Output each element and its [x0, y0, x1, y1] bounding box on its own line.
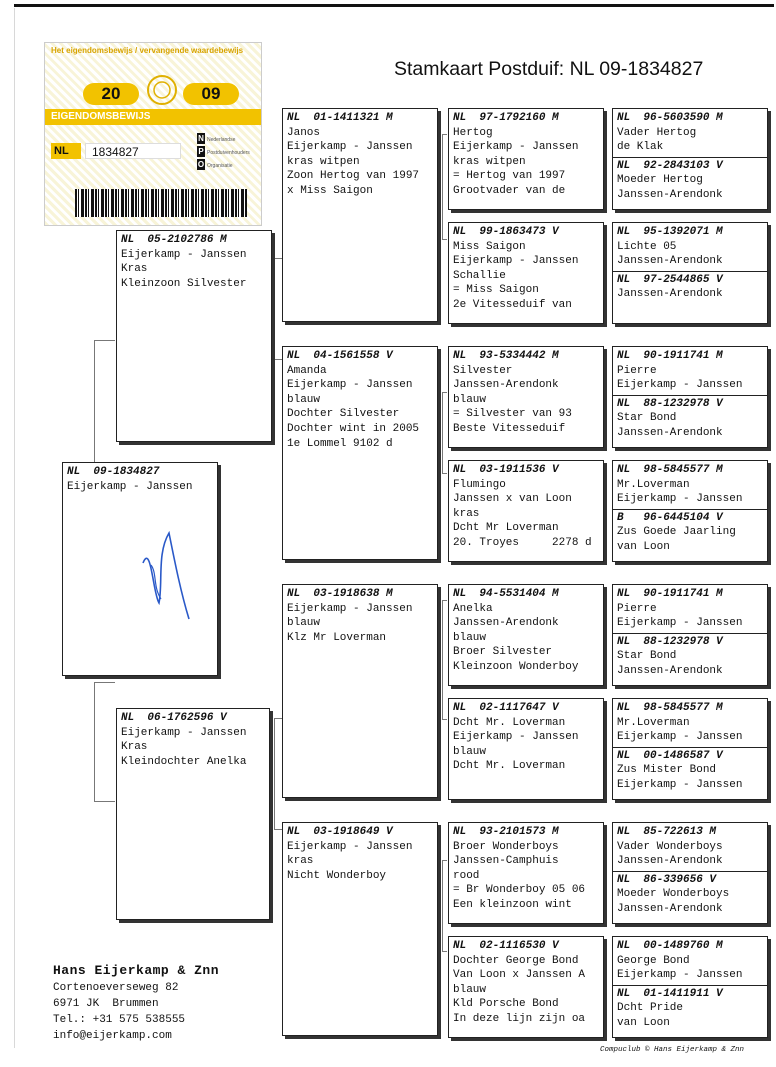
ring-number: B 96-6445104 V — [617, 511, 723, 524]
ring-number: NL 04-1561558 V — [287, 350, 393, 362]
card-line: blauw — [453, 631, 487, 644]
ring-number: NL 94-5531404 M — [453, 588, 559, 600]
signature-icon — [123, 503, 203, 623]
breeder-city: 6971 JK Brummen — [53, 998, 159, 1010]
ring-number: NL 00-1486587 V — [617, 749, 723, 762]
code-label: Postduivenhouders — [207, 150, 250, 156]
card-line: Kras — [121, 263, 148, 276]
card-line: Eijerkamp - Janssen — [287, 840, 413, 853]
card-line: Amanda — [287, 364, 327, 377]
card-line: Zus Mister Bond — [617, 764, 717, 777]
card-line: Janos — [287, 126, 321, 139]
card-line: Eijerkamp - Janssen — [287, 379, 413, 392]
great-grandparent-card[interactable] — [448, 108, 604, 210]
card-line: Eijerkamp - Janssen — [453, 141, 579, 154]
card-line: blauw — [453, 983, 487, 996]
card-line: Broer Silvester — [453, 646, 553, 659]
card-line: Eijerkamp - Janssen — [67, 480, 193, 493]
code-letter: N — [198, 134, 204, 143]
card-line: 1e Lommel 9102 d — [287, 437, 393, 450]
card-line: Dochter wint in 2005 — [287, 422, 420, 435]
ancestor-dam — [613, 633, 767, 679]
card-line: Janssen-Arendonk — [453, 617, 559, 630]
grandparent-card[interactable] — [282, 822, 438, 1036]
card-line: blauw — [453, 393, 487, 406]
card-line: Eijerkamp - Janssen — [453, 255, 579, 268]
card-line: Janssen-Arendonk — [617, 664, 723, 677]
ring-number: NL 95-1392071 M — [617, 226, 723, 238]
year-left: 20 — [83, 83, 139, 105]
card-line: Eijerkamp - Janssen — [617, 379, 743, 392]
code-letter: P — [198, 147, 204, 156]
card-line: George Bond — [617, 954, 690, 967]
ring-number: NL 01-1411911 V — [617, 987, 723, 1000]
card-line: Kleinzoon Wonderboy — [453, 660, 579, 673]
card-line: kras — [287, 855, 314, 868]
card-line: Janssen-Arendonk — [617, 188, 723, 201]
certificate-codes — [197, 133, 250, 172]
ring-number: NL 88-1232978 V — [617, 397, 723, 410]
grandparent-card[interactable] — [282, 346, 438, 560]
card-line: Eijerkamp - Janssen — [617, 731, 743, 744]
connector — [442, 392, 447, 474]
card-line: Een kleinzoon wint — [453, 898, 572, 911]
emblem-icon — [145, 73, 179, 107]
card-line: Pierre — [617, 602, 657, 615]
card-line: Kld Porsche Bond — [453, 998, 559, 1011]
ring-number: NL 02-1117647 V — [453, 702, 559, 714]
ring-number: NL 98-5845577 M — [617, 464, 723, 476]
great-grandparent-card[interactable] — [448, 460, 604, 562]
card-line: Janssen-Arendonk — [453, 379, 559, 392]
certificate-year — [83, 83, 263, 105]
card-line: de Klak — [617, 141, 664, 154]
card-line: Eijerkamp - Janssen — [121, 726, 247, 739]
card-line: 2e Vitesseduif van — [453, 298, 572, 311]
code-label: Nederlandse — [207, 137, 236, 143]
card-line: Star Bond — [617, 650, 677, 663]
card-line: kras witpen — [287, 155, 360, 168]
card-line: kras witpen — [453, 155, 526, 168]
card-line: Janssen x van Loon — [453, 493, 572, 506]
card-line: Janssen-Arendonk — [617, 902, 723, 915]
ring-number: NL 09-1834827 — [67, 466, 160, 478]
card-line: Dcht Mr. Loverman — [453, 760, 566, 773]
card-line: x Miss Saigon — [287, 184, 373, 197]
connector — [442, 134, 447, 240]
breeder-phone: Tel.: +31 575 538555 — [53, 1014, 186, 1026]
card-line: 20. Troyes 2278 d — [453, 536, 592, 549]
card-line: Beste Vitesseduif — [453, 422, 566, 435]
ancestor-pair-card[interactable] — [612, 698, 768, 800]
great-grandparent-card[interactable] — [448, 222, 604, 324]
card-line: = Miss Saigon — [453, 284, 539, 297]
card-line: blauw — [287, 393, 321, 406]
card-line: Grootvader van de — [453, 184, 566, 197]
card-line: Zoon Hertog van 1997 — [287, 170, 420, 183]
barcode — [75, 189, 247, 217]
great-grandparent-card[interactable] — [448, 698, 604, 800]
ring-number: NL 97-2544865 V — [617, 273, 723, 286]
year-right: 09 — [183, 83, 239, 105]
connector — [442, 600, 447, 720]
ring-number: NL 02-1116530 V — [453, 940, 559, 952]
card-line: Klz Mr Loverman — [287, 631, 387, 644]
card-line: Vader Wonderboys — [617, 840, 723, 853]
great-grandparent-card[interactable] — [448, 584, 604, 686]
ancestor-dam — [613, 985, 767, 1031]
card-line: Eijerkamp - Janssen — [287, 141, 413, 154]
top-rule — [14, 4, 774, 7]
left-rule — [14, 8, 15, 1048]
card-line: kras — [453, 507, 480, 520]
card-line: Van Loon x Janssen A — [453, 969, 586, 982]
ring-number: NL 92-2843103 V — [617, 159, 723, 172]
card-line: Moeder Wonderboys — [617, 888, 730, 901]
code-label: Organisatie — [207, 163, 233, 169]
grandparent-card[interactable] — [282, 108, 438, 322]
copyright-notice: Compuclub © Hans Eijerkamp & Znn — [600, 1046, 745, 1054]
card-line: Kleindochter Anelka — [121, 755, 247, 768]
ancestor-dam — [613, 509, 767, 555]
connector — [94, 340, 115, 466]
certificate-country: NL — [51, 143, 81, 159]
ring-number: NL 00-1489760 M — [617, 940, 723, 952]
card-line: = Br Wonderboy 05 06 — [453, 884, 586, 897]
great-grandparent-card[interactable] — [448, 346, 604, 448]
ancestor-dam — [613, 871, 767, 917]
ring-number: NL 06-1762596 V — [121, 712, 227, 724]
card-line: Mr.Loverman — [617, 478, 690, 491]
card-line: Dcht Mr Loverman — [453, 522, 559, 535]
card-line: Eijerkamp - Janssen — [617, 969, 743, 982]
ring-number: NL 90-1911741 M — [617, 588, 723, 600]
ancestor-pair-card[interactable] — [612, 822, 768, 924]
card-line: Miss Saigon — [453, 240, 526, 253]
ancestor-pair-card[interactable] — [612, 108, 768, 210]
certificate-band: EIGENDOMSBEWIJS — [45, 109, 261, 125]
card-line: Eijerkamp - Janssen — [453, 731, 579, 744]
card-line: Janssen-Arendonk — [617, 855, 723, 868]
card-line: blauw — [453, 745, 487, 758]
card-line: Dochter George Bond — [453, 954, 579, 967]
ring-number: NL 03-1918638 M — [287, 588, 393, 600]
card-line: Nicht Wonderboy — [287, 869, 387, 882]
card-line: Eijerkamp - Janssen — [287, 602, 413, 615]
card-line: Dcht Mr. Loverman — [453, 716, 566, 729]
main-pigeon-card[interactable] — [62, 462, 218, 676]
card-line: Anelka — [453, 602, 493, 615]
card-line: Eijerkamp - Janssen — [617, 617, 743, 630]
sire-card[interactable] — [116, 230, 272, 442]
page-title: Stamkaart Postduif: NL 09-1834827 — [394, 58, 704, 80]
ancestor-pair-card[interactable] — [612, 460, 768, 562]
card-line: Mr.Loverman — [617, 716, 690, 729]
dam-card[interactable] — [116, 708, 270, 920]
ancestor-pair-card[interactable] — [612, 936, 768, 1038]
card-line: Janssen-Arendonk — [617, 426, 723, 439]
ring-number: NL 86-339656 V — [617, 873, 717, 886]
breeder-email[interactable]: info@eijerkamp.com — [53, 1030, 172, 1042]
ancestor-pair-card[interactable] — [612, 222, 768, 324]
certificate-header: Het eigendomsbewijs / vervangende waardebewijs — [51, 46, 244, 55]
connector — [442, 860, 447, 952]
certificate-ring-number: 1834827 — [85, 143, 181, 159]
card-line: Dochter Silvester — [287, 408, 400, 421]
great-grandparent-card[interactable] — [448, 822, 604, 924]
ancestor-dam — [613, 271, 767, 302]
card-line: Hertog — [453, 126, 493, 139]
ancestor-pair-card[interactable] — [612, 584, 768, 686]
card-line: = Silvester van 93 — [453, 408, 572, 421]
card-line: Janssen-Arendonk — [617, 288, 723, 301]
card-line: Zus Goede Jaarling — [617, 526, 736, 539]
connector — [94, 682, 115, 802]
card-line: Schallie — [453, 269, 506, 282]
ring-number: NL 99-1863473 V — [453, 226, 559, 238]
breeder-name: Hans Eijerkamp & Znn — [53, 963, 220, 978]
ancestor-dam — [613, 395, 767, 441]
ring-number: NL 05-2102786 M — [121, 234, 227, 246]
card-line: van Loon — [617, 540, 670, 553]
ring-number: NL 03-1911536 V — [453, 464, 559, 476]
ancestor-pair-card[interactable] — [612, 346, 768, 448]
ring-number: NL 93-5334442 M — [453, 350, 559, 362]
card-line: Janssen-Camphuis — [453, 855, 559, 868]
ring-number: NL 03-1918649 V — [287, 826, 393, 838]
great-grandparent-card[interactable] — [448, 936, 604, 1038]
card-line: Broer Wonderboys — [453, 840, 559, 853]
card-line: van Loon — [617, 1016, 670, 1029]
card-line: In deze lijn zijn oa — [453, 1012, 586, 1025]
card-line: Kleinzoon Silvester — [121, 277, 247, 290]
card-line: Janssen-Arendonk — [617, 255, 723, 268]
card-line: Lichte 05 — [617, 240, 677, 253]
card-line: Eijerkamp - Janssen — [121, 248, 247, 261]
ring-number: NL 88-1232978 V — [617, 635, 723, 648]
breeder-address: Cortenoeverseweg 82 — [53, 982, 179, 994]
card-line: Pierre — [617, 364, 657, 377]
card-line: = Hertog van 1997 — [453, 170, 566, 183]
card-line: Dcht Pride — [617, 1002, 684, 1015]
ring-number: NL 96-5603590 M — [617, 112, 723, 124]
ancestor-dam — [613, 747, 767, 793]
ancestor-dam — [613, 157, 767, 203]
card-line: Eijerkamp - Janssen — [617, 493, 743, 506]
card-line: Flumingo — [453, 478, 506, 491]
ring-number: NL 85-722613 M — [617, 826, 717, 838]
ring-number: NL 93-2101573 M — [453, 826, 559, 838]
card-line: rood — [453, 869, 480, 882]
ring-number: NL 01-1411321 M — [287, 112, 393, 124]
ring-number: NL 98-5845577 M — [617, 702, 723, 714]
card-line: Eijerkamp - Janssen — [617, 778, 743, 791]
card-line: Silvester — [453, 364, 513, 377]
grandparent-card[interactable] — [282, 584, 438, 798]
ownership-certificate — [44, 42, 262, 226]
card-line: blauw — [287, 617, 321, 630]
card-line: Moeder Hertog — [617, 174, 703, 187]
card-line: Star Bond — [617, 412, 677, 425]
ring-number: NL 90-1911741 M — [617, 350, 723, 362]
card-line: Kras — [121, 741, 148, 754]
card-line: Vader Hertog — [617, 126, 697, 139]
code-letter: O — [197, 160, 205, 169]
ring-number: NL 97-1792160 M — [453, 112, 559, 124]
